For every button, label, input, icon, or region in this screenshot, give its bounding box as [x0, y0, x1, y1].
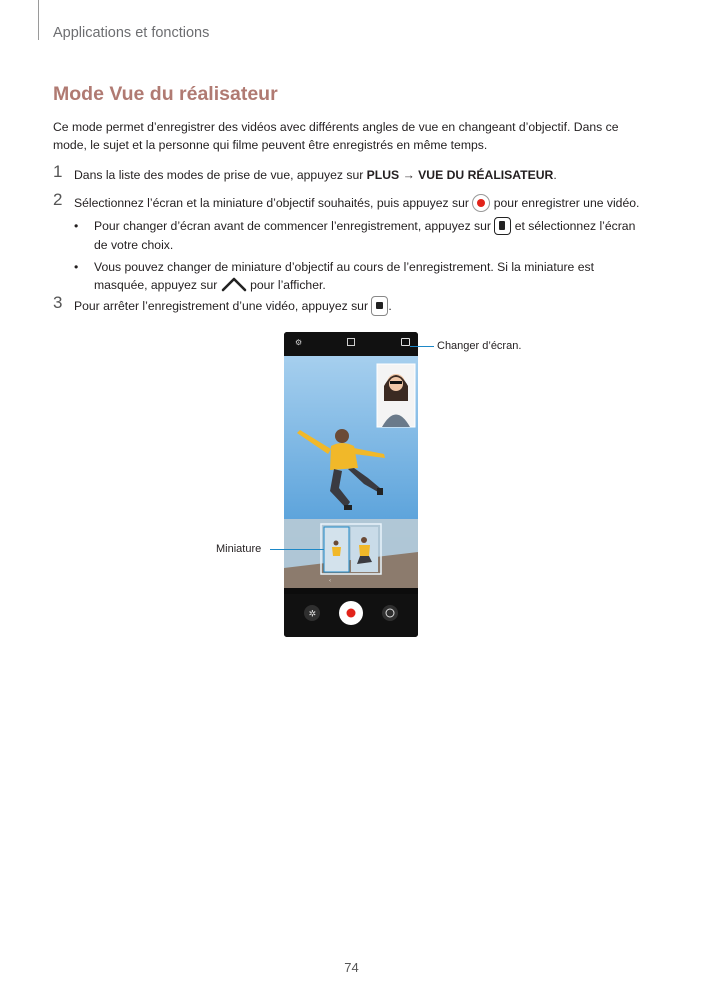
bullet-text [94, 217, 644, 254]
step-text-part: Sélectionnez l’écran et la miniature d’objectif souhaités, puis appuyez sur [74, 196, 473, 210]
step-text [74, 297, 664, 317]
step-text-part: pour enregistrer une vidéo. [490, 196, 640, 210]
page-title: Mode Vue du réalisateur [53, 83, 278, 105]
margin-rule [38, 0, 39, 40]
switch-screen-icon[interactable] [401, 338, 410, 346]
bullet-text-part: pour l’afficher. [246, 278, 326, 292]
bullet-dot: • [74, 260, 79, 274]
callout-line-thumbnail [270, 549, 324, 550]
step-text-part: Dans la liste des modes de prise de vue, appuyez sur [74, 168, 367, 182]
record-button-icon [347, 609, 356, 618]
flash-icon [347, 338, 355, 346]
step-text-part: Pour arrêter l’enregistrement d’une vidéo, appuyez sur [74, 299, 372, 314]
step-text-part: . [388, 299, 392, 314]
menu-label-directors-view: VUE DU RÉALISATEUR [418, 168, 554, 182]
effects-icon: ✲ [308, 609, 317, 620]
menu-label-plus: PLUS [366, 168, 400, 182]
bullet-text-part: Vous pouvez changer de miniature d’objectif au cours de l’enregistrement. Si la miniature est masquée, appuyez sur [94, 260, 594, 292]
stop-button-icon [371, 296, 388, 316]
bullet-text-part: Pour changer d’écran avant de commencer l’enregistrement, appuyez sur [94, 219, 495, 233]
phone-screenshot [284, 332, 418, 637]
bullet-text [94, 258, 644, 294]
callout-thumbnail: Miniature [216, 543, 262, 555]
settings-icon: ⚙ [295, 338, 303, 347]
callout-line-screen [410, 346, 434, 347]
camera-bottom-bar [284, 594, 418, 637]
camera-top-bar [284, 332, 418, 356]
arrow: → [399, 168, 419, 182]
step-number: 2 [53, 190, 63, 209]
step-number: 3 [53, 293, 63, 312]
camera-viewfinder [284, 356, 418, 588]
record-button-icon [472, 194, 490, 212]
bullet-text-part: et sélectionnez l’écran de votre choix. [94, 219, 636, 252]
scene-image [284, 356, 418, 588]
step-text [74, 166, 664, 184]
svg-text:‹: ‹ [329, 578, 331, 584]
step-text [74, 194, 664, 213]
switch-screen-icon [494, 217, 511, 235]
bullet-dot: • [74, 219, 79, 233]
switch-camera-button[interactable] [382, 605, 398, 621]
callout-change-screen: Changer d’écran. [437, 340, 522, 352]
intro-paragraph: Ce mode permet d’enregistrer des vidéos avec différents angles de vue en changeant d’objectif. Dans ce mode, le sujet et la personne qui filme peuvent être enregistrés en même temps. [53, 120, 619, 152]
section-header: Applications et fonctions [53, 25, 210, 41]
page-number: 74 [344, 960, 359, 975]
step-number: 1 [53, 162, 63, 181]
chevron-up-icon [221, 276, 247, 292]
step-text-part: . [553, 168, 557, 182]
